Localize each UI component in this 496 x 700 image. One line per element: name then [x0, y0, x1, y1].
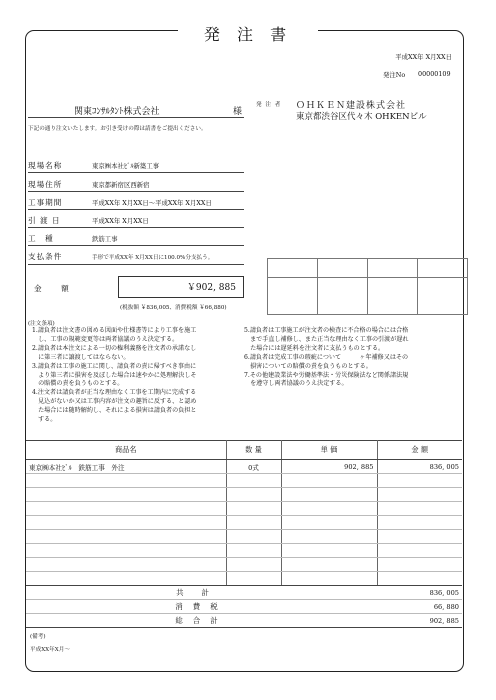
term-line: まで手直し補修し、また正当な理由なく工事の引渡が遅れ [244, 335, 409, 343]
field-label-delivery-date: 引 渡 日 [28, 216, 61, 225]
order-number: 00000109 [418, 70, 451, 78]
field-divider [28, 209, 244, 210]
term-line: 見込がないか又は工事内容が注文の趣旨に反する、と認め [32, 398, 197, 406]
subtotal-value: 836, 005 [377, 586, 462, 600]
approval-stamp-grid [267, 258, 468, 315]
remarks-heading: (備考) [30, 634, 46, 640]
field-value-site-name: 東京㈱本社ﾋﾞﾙ新築工事 [92, 162, 160, 170]
order-number-label: 発注No [383, 71, 406, 79]
item-unit-price: 902, 885 [281, 460, 377, 474]
intro-text: 下記の通り注文いたします。お引き受けの際は請書をご提出ください。 [28, 126, 207, 132]
item-amount: 836, 005 [377, 460, 462, 474]
term-line: た場合には随時解約し、それによる損害は請負者の負担と [32, 407, 197, 415]
field-value-work-type: 鉄筋工事 [92, 235, 118, 243]
table-row-empty [26, 558, 462, 572]
term-line: を遵守し両者協議のうえ決定する。 [244, 380, 348, 388]
issue-date: 平成XX年 X月XX日 [395, 53, 452, 61]
stamp-cell [318, 278, 368, 315]
item-quantity: 0式 [226, 460, 281, 474]
document-title: 発 注 書 [203, 25, 293, 44]
table-row-empty [26, 544, 462, 558]
term-line: に第三者に譲渡してはならない。 [32, 353, 130, 361]
orderer-label: 発 注 者 [256, 102, 282, 108]
tax-note: (税抜額 ￥836,005、消費税額 ￥66,880) [120, 305, 227, 311]
term-line: 7.その他建設業法や労働基準法・労災保険法など関係諸法規 [244, 371, 409, 379]
stamp-cell [318, 259, 368, 278]
field-label-site-address: 現場住所 [28, 180, 63, 189]
term-line: 6.請負者は完成工事の瑕疵について ヶ年補修又はその [244, 353, 409, 361]
recipient-honorific: 様 [233, 107, 243, 117]
field-value-delivery-date: 平成XX年 X月XX日 [92, 217, 149, 225]
stamp-cell [268, 278, 318, 315]
term-line: 1.請負者は注文書の図める図面や仕様書等により工事を施工 [32, 327, 197, 334]
field-value-payment: 手形で平成XX年 X月XX日に100.0%分支払う。 [92, 255, 214, 261]
tax-label: 消費税 [26, 600, 377, 614]
term-line: し、工事の規範変更等は両者協議のうえ決定する。 [32, 335, 179, 343]
orderer-company: ＯＨＫＥＮ建設株式会社 [296, 101, 407, 111]
term-line: 5.請負者は工事施工が注文者の検査に不合格の場合には合格 [244, 327, 409, 334]
terms-right-column [244, 327, 409, 389]
field-label-period: 工事期間 [28, 198, 63, 207]
term-line: より第三者に損害を及ぼした場合は速やかに処理解決しそ [32, 371, 197, 379]
term-line: する。 [32, 416, 57, 424]
terms-left-column [32, 327, 197, 425]
term-line: 損害についての賠償の責を負うものとする。 [244, 362, 372, 370]
field-divider [28, 172, 244, 173]
field-label-work-type: 工 種 [28, 234, 54, 243]
total-label: 総合計 [26, 614, 377, 628]
header-quantity: 数 量 [226, 441, 281, 460]
tax-value: 66, 880 [377, 600, 462, 614]
stamp-cell [368, 259, 418, 278]
header-unit-price: 単 価 [281, 441, 377, 460]
table-row-empty [26, 488, 462, 502]
recipient-name: 関東ｺﾝｻﾙﾀﾝﾄ株式会社 [74, 107, 160, 117]
field-divider [28, 191, 244, 192]
field-divider [28, 227, 244, 228]
recipient-underline [28, 117, 244, 118]
summary-row-total [26, 614, 462, 628]
field-value-site-address: 東京都新宿区西新宿 [92, 181, 150, 189]
amount-label: 金 額 [34, 284, 75, 293]
header-amount: 金 額 [377, 441, 462, 460]
summary-row-subtotal [26, 586, 462, 600]
subtotal-label: 共計 [26, 586, 377, 600]
field-value-period: 平成XX年 X月XX日～平成XX年 X月XX日 [92, 199, 212, 207]
table-row-empty [26, 474, 462, 488]
field-divider [28, 264, 244, 265]
stamp-cell [368, 278, 418, 315]
remarks-text: 平成XX年X月～ [30, 647, 70, 653]
stamp-cell [418, 259, 468, 278]
table-row-empty [26, 502, 462, 516]
term-line: 3.請負者は工事の施工に関し、請負者の責に帰すべき事由に [32, 362, 197, 370]
stamp-cell [268, 259, 318, 278]
table-row-empty [26, 572, 462, 586]
table-row-empty [26, 530, 462, 544]
items-table [26, 440, 462, 628]
field-label-site-name: 現場名称 [28, 161, 63, 170]
stamp-cell [418, 278, 468, 315]
total-value: 902, 885 [377, 614, 462, 628]
summary-row-tax [26, 600, 462, 614]
term-line: の賠償の責を負うものとする。 [32, 380, 124, 388]
header-item-name: 商品名 [26, 441, 226, 460]
term-line: 2.請負者は本注文による一切の権利義務を注文者の承諾なし [32, 344, 197, 352]
term-line: 4.注文者は請負者が正当な理由なく工事を工期内に完成する [32, 389, 197, 397]
field-label-payment: 支払条件 [28, 252, 63, 261]
terms-heading: (注文条項) [28, 321, 55, 327]
item-name: 東京㈱本社ﾋﾞﾙ 鉄筋工事 外注 [26, 460, 226, 474]
table-row-empty [26, 516, 462, 530]
field-divider [28, 245, 244, 246]
amount-value: ￥902, 885 [186, 283, 236, 293]
term-line: た場合には遅延料を注文者に支払うものとする。 [244, 344, 385, 352]
orderer-address: 東京都渋谷区代々木 OHKENビル [296, 112, 427, 122]
table-row [26, 460, 462, 474]
items-header-row [26, 441, 462, 460]
